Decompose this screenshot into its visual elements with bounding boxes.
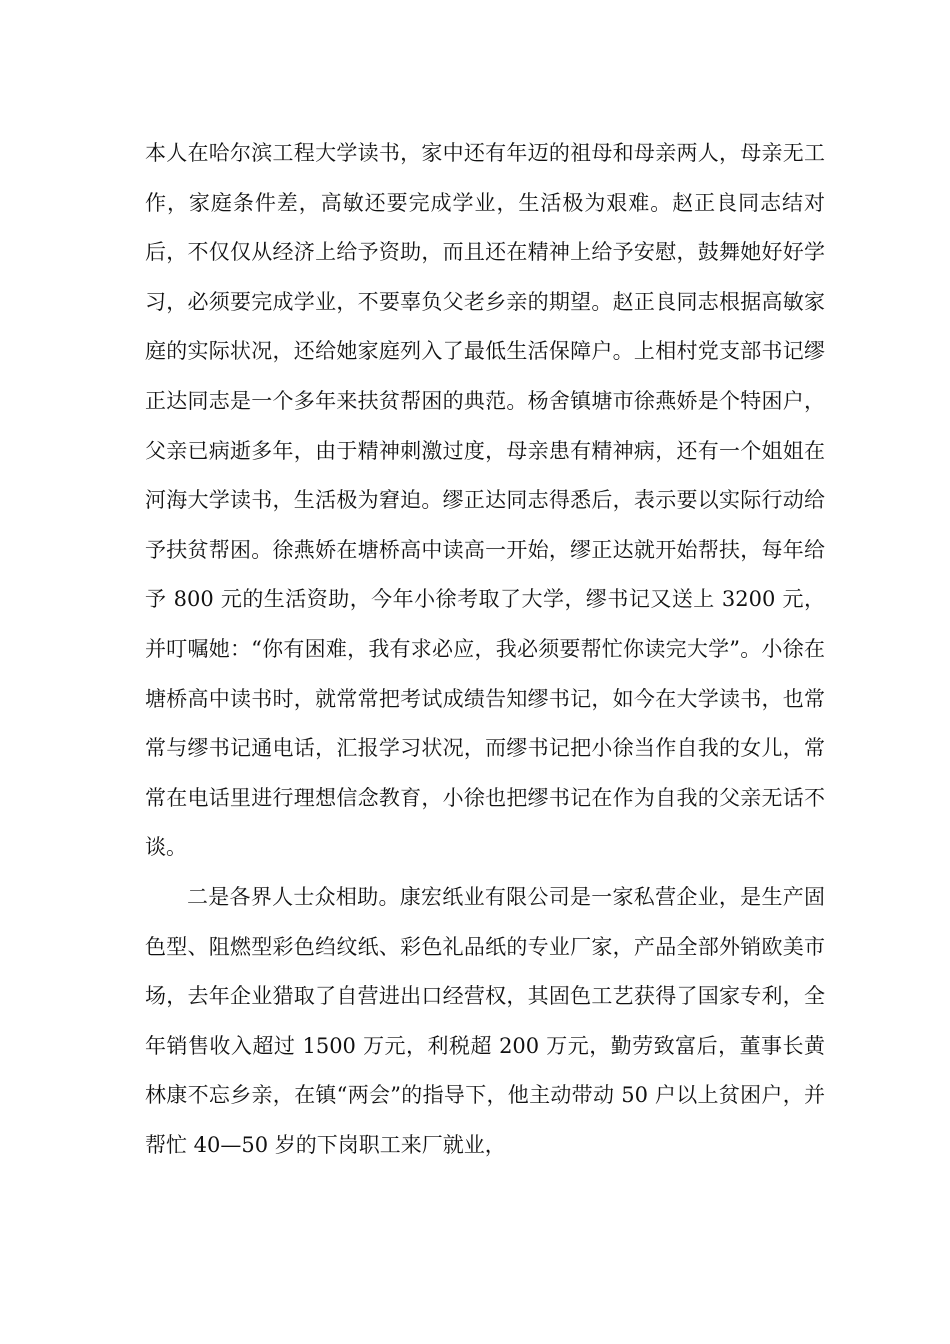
body-paragraph-2: 二是各界人士众相助。康宏纸业有限公司是一家私营企业，是生产固色型、阻燃型彩色绉纹纸、彩色礼品纸的专业厂家，产品全部外销欧美市场，去年企业猎取了自营进出口经营权，其固色工艺获得了国家专利，全年销售收入超过 1500 万元，利税超 200 万元，勤劳致富后，董事长黄林康不忘乡亲，在镇“两会”的指导下，他主动带动 50 户以上贫困户，并帮忙 40—50 岁的下岗职工来厂就业， <box>145 884 825 1157</box>
body-paragraph-1: 本人在哈尔滨工程大学读书，家中还有年迈的祖母和母亲两人，母亲无工作，家庭条件差，高敏还要完成学业，生活极为艰难。赵正良同志结对后，不仅仅从经济上给予资助，而且还在精神上给予安慰，鼓舞她好好学习，必须要完成学业，不要辜负父老乡亲的期望。赵正良同志根据高敏家庭的实际状况，还给她家庭列入了最低生活保障户。上相村党支部书记缪正达同志是一个多年来扶贫帮困的典范。杨舍镇塘市徐燕娇是个特困户，父亲已病逝多年，由于精神刺激过度，母亲患有精神病，还有一个姐姐在河海大学读书，生活极为窘迫。缪正达同志得悉后，表示要以实际行动给予扶贫帮困。徐燕娇在塘桥高中读高一开始，缪正达就开始帮扶，每年给予 800 元的生活资助，今年小徐考取了大学，缪书记又送上 3200 元，并叮嘱她：“你有困难，我有求必应，我必须要帮忙你读完大学”。小徐在塘桥高中读书时，就常常把考试成绩告知缪书记，如今在大学读书，也常常与缪书记通电话，汇报学习状况，而缪书记把小徐当作自我的女儿，常常在电话里进行理想信念教育，小徐也把缪书记在作为自我的父亲无话不谈。 <box>145 141 825 860</box>
document-page <box>145 129 825 1170</box>
